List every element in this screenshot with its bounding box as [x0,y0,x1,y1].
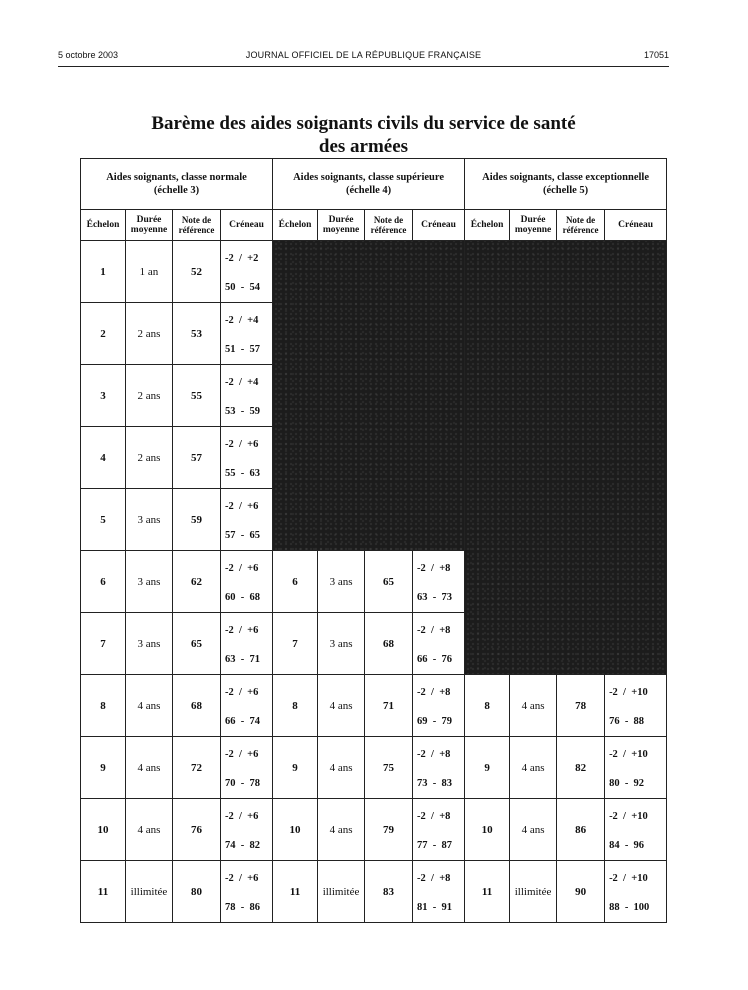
group-header-classe-normale: Aides soignants, classe normale (échelle 3) [81,159,273,210]
creneau-bounds: 77 - 87 [417,839,453,851]
creneau-bounds: 80 - 92 [609,777,645,789]
shaded-block-classe-exceptionnelle [465,241,667,675]
cell-creneau [413,737,465,799]
header-page-number: 17051 [643,50,669,60]
group-header-classe-exceptionnelle: Aides soignants, classe exceptionnelle (échelle 5) [465,159,667,210]
cell-echelon: 10 [81,799,126,861]
shaded-block-classe-superieure [273,241,465,551]
cell-echelon: 10 [465,799,510,861]
cell-creneau [413,675,465,737]
cell-creneau [413,551,465,613]
col-header-note: Note de référence [173,210,221,241]
creneau-bounds: 66 - 76 [417,653,453,665]
cell-note: 59 [173,489,221,551]
creneau-range: -2 / +4 [225,314,259,326]
creneau-range: -2 / +10 [609,686,648,698]
col-header-duree: Durée moyenne [126,210,173,241]
cell-echelon: 2 [81,303,126,365]
cell-note: 86 [557,799,605,861]
cell-note: 90 [557,861,605,923]
title-line-1: Barème des aides soignants civils du service de santé [151,113,576,134]
creneau-range: -2 / +10 [609,748,648,760]
creneau-range: -2 / +6 [225,438,259,450]
cell-duree: 4 ans [510,737,557,799]
cell-creneau [221,861,273,923]
cell-echelon: 8 [465,675,510,737]
header-journal: JOURNAL OFFICIEL DE LA RÉPUBLIQUE FRANÇAISE [245,50,482,60]
group-header-classe-superieure: Aides soignants, classe supérieure (échelle 4) [273,159,465,210]
cell-echelon: 7 [81,613,126,675]
header-date: 5 octobre 2003 [58,50,119,60]
table-row [81,675,667,737]
column-header-row [81,210,667,241]
cell-echelon: 5 [81,489,126,551]
table-row [81,799,667,861]
cell-echelon: 10 [273,799,318,861]
cell-creneau [221,799,273,861]
cell-echelon: 6 [273,551,318,613]
cell-note: 65 [173,613,221,675]
cell-echelon: 8 [81,675,126,737]
col-header-duree: Durée moyenne [510,210,557,241]
cell-creneau [221,365,273,427]
cell-note: 68 [173,675,221,737]
cell-note: 62 [173,551,221,613]
creneau-range: -2 / +6 [225,872,259,884]
cell-echelon: 11 [273,861,318,923]
cell-note: 82 [557,737,605,799]
bareme-table [80,158,667,923]
cell-duree: 4 ans [126,675,173,737]
col-header-creneau: Créneau [605,210,667,241]
creneau-range: -2 / +8 [417,686,451,698]
cell-creneau [413,861,465,923]
creneau-range: -2 / +8 [417,810,451,822]
cell-note: 55 [173,365,221,427]
creneau-range: -2 / +8 [417,624,451,636]
cell-duree: 3 ans [126,489,173,551]
creneau-bounds: 60 - 68 [225,591,260,603]
cell-echelon: 8 [273,675,318,737]
creneau-bounds: 70 - 78 [225,777,260,789]
table-row [81,241,667,303]
cell-duree: illimitée [510,861,557,923]
creneau-range: -2 / +8 [417,748,451,760]
creneau-bounds: 84 - 96 [609,839,645,851]
creneau-range: -2 / +6 [225,810,259,822]
creneau-bounds: 66 - 74 [225,715,260,727]
cell-creneau [221,675,273,737]
creneau-bounds: 73 - 83 [417,777,453,789]
cell-note: 57 [173,427,221,489]
cell-duree: 2 ans [126,427,173,489]
cell-echelon: 6 [81,551,126,613]
col-header-echelon: Échelon [273,210,318,241]
cell-duree: 1 an [126,241,173,303]
creneau-range: -2 / +4 [225,376,259,388]
cell-note: 80 [173,861,221,923]
cell-note: 83 [365,861,413,923]
cell-duree: 2 ans [126,365,173,427]
cell-duree: 4 ans [510,675,557,737]
col-header-echelon: Échelon [465,210,510,241]
col-header-note: Note de référence [557,210,605,241]
creneau-bounds: 76 - 88 [609,715,645,727]
col-header-duree: Durée moyenne [318,210,365,241]
cell-note: 68 [365,613,413,675]
table-row [81,737,667,799]
creneau-range: -2 / +10 [609,810,648,822]
cell-creneau [605,861,667,923]
cell-creneau [221,489,273,551]
cell-creneau [605,675,667,737]
creneau-bounds: 57 - 65 [225,529,260,541]
cell-echelon: 11 [81,861,126,923]
creneau-bounds: 78 - 86 [225,901,260,913]
creneau-bounds: 53 - 59 [225,405,260,417]
cell-echelon: 9 [81,737,126,799]
cell-note: 65 [365,551,413,613]
creneau-range: -2 / +6 [225,500,259,512]
cell-duree: 3 ans [126,551,173,613]
cell-creneau [221,241,273,303]
cell-duree: 4 ans [510,799,557,861]
header-rule [58,66,669,67]
page-header [58,50,669,64]
creneau-range: -2 / +2 [225,252,259,264]
cell-creneau [413,613,465,675]
creneau-range: -2 / +6 [225,562,259,574]
cell-duree: 4 ans [318,737,365,799]
col-header-creneau: Créneau [413,210,465,241]
cell-creneau [221,737,273,799]
cell-echelon: 9 [465,737,510,799]
cell-echelon: 7 [273,613,318,675]
table-row [81,861,667,923]
creneau-bounds: 69 - 79 [417,715,453,727]
group-header-row [81,159,667,210]
cell-note: 52 [173,241,221,303]
table-body [81,241,667,923]
cell-duree: illimitée [318,861,365,923]
cell-duree: 2 ans [126,303,173,365]
cell-echelon: 3 [81,365,126,427]
cell-creneau [221,303,273,365]
creneau-bounds: 50 - 54 [225,281,260,293]
cell-duree: 4 ans [318,675,365,737]
cell-creneau [605,799,667,861]
cell-creneau [413,799,465,861]
cell-duree: 4 ans [126,799,173,861]
cell-echelon: 11 [465,861,510,923]
cell-duree: 4 ans [318,799,365,861]
creneau-range: -2 / +6 [225,748,259,760]
cell-duree: 3 ans [126,613,173,675]
cell-duree: 3 ans [318,551,365,613]
creneau-bounds: 74 - 82 [225,839,260,851]
cell-note: 72 [173,737,221,799]
creneau-bounds: 63 - 71 [225,653,260,665]
cell-echelon: 1 [81,241,126,303]
cell-duree: 3 ans [318,613,365,675]
cell-note: 78 [557,675,605,737]
cell-echelon: 9 [273,737,318,799]
cell-note: 71 [365,675,413,737]
cell-note: 79 [365,799,413,861]
creneau-bounds: 55 - 63 [225,467,260,479]
creneau-range: -2 / +6 [225,686,259,698]
cell-creneau [221,427,273,489]
cell-echelon: 4 [81,427,126,489]
cell-note: 53 [173,303,221,365]
creneau-bounds: 88 - 100 [609,901,650,913]
cell-duree: illimitée [126,861,173,923]
page-title [58,112,669,158]
creneau-bounds: 81 - 91 [417,901,453,913]
cell-creneau [221,613,273,675]
cell-note: 76 [173,799,221,861]
col-header-note: Note de référence [365,210,413,241]
creneau-bounds: 51 - 57 [225,343,260,355]
col-header-echelon: Échelon [81,210,126,241]
creneau-range: -2 / +8 [417,562,451,574]
creneau-range: -2 / +10 [609,872,648,884]
creneau-range: -2 / +6 [225,624,259,636]
title-line-2: des armées [318,136,409,157]
col-header-creneau: Créneau [221,210,273,241]
cell-note: 75 [365,737,413,799]
creneau-range: -2 / +8 [417,872,451,884]
cell-duree: 4 ans [126,737,173,799]
cell-creneau [605,737,667,799]
cell-creneau [221,551,273,613]
creneau-bounds: 63 - 73 [417,591,453,603]
